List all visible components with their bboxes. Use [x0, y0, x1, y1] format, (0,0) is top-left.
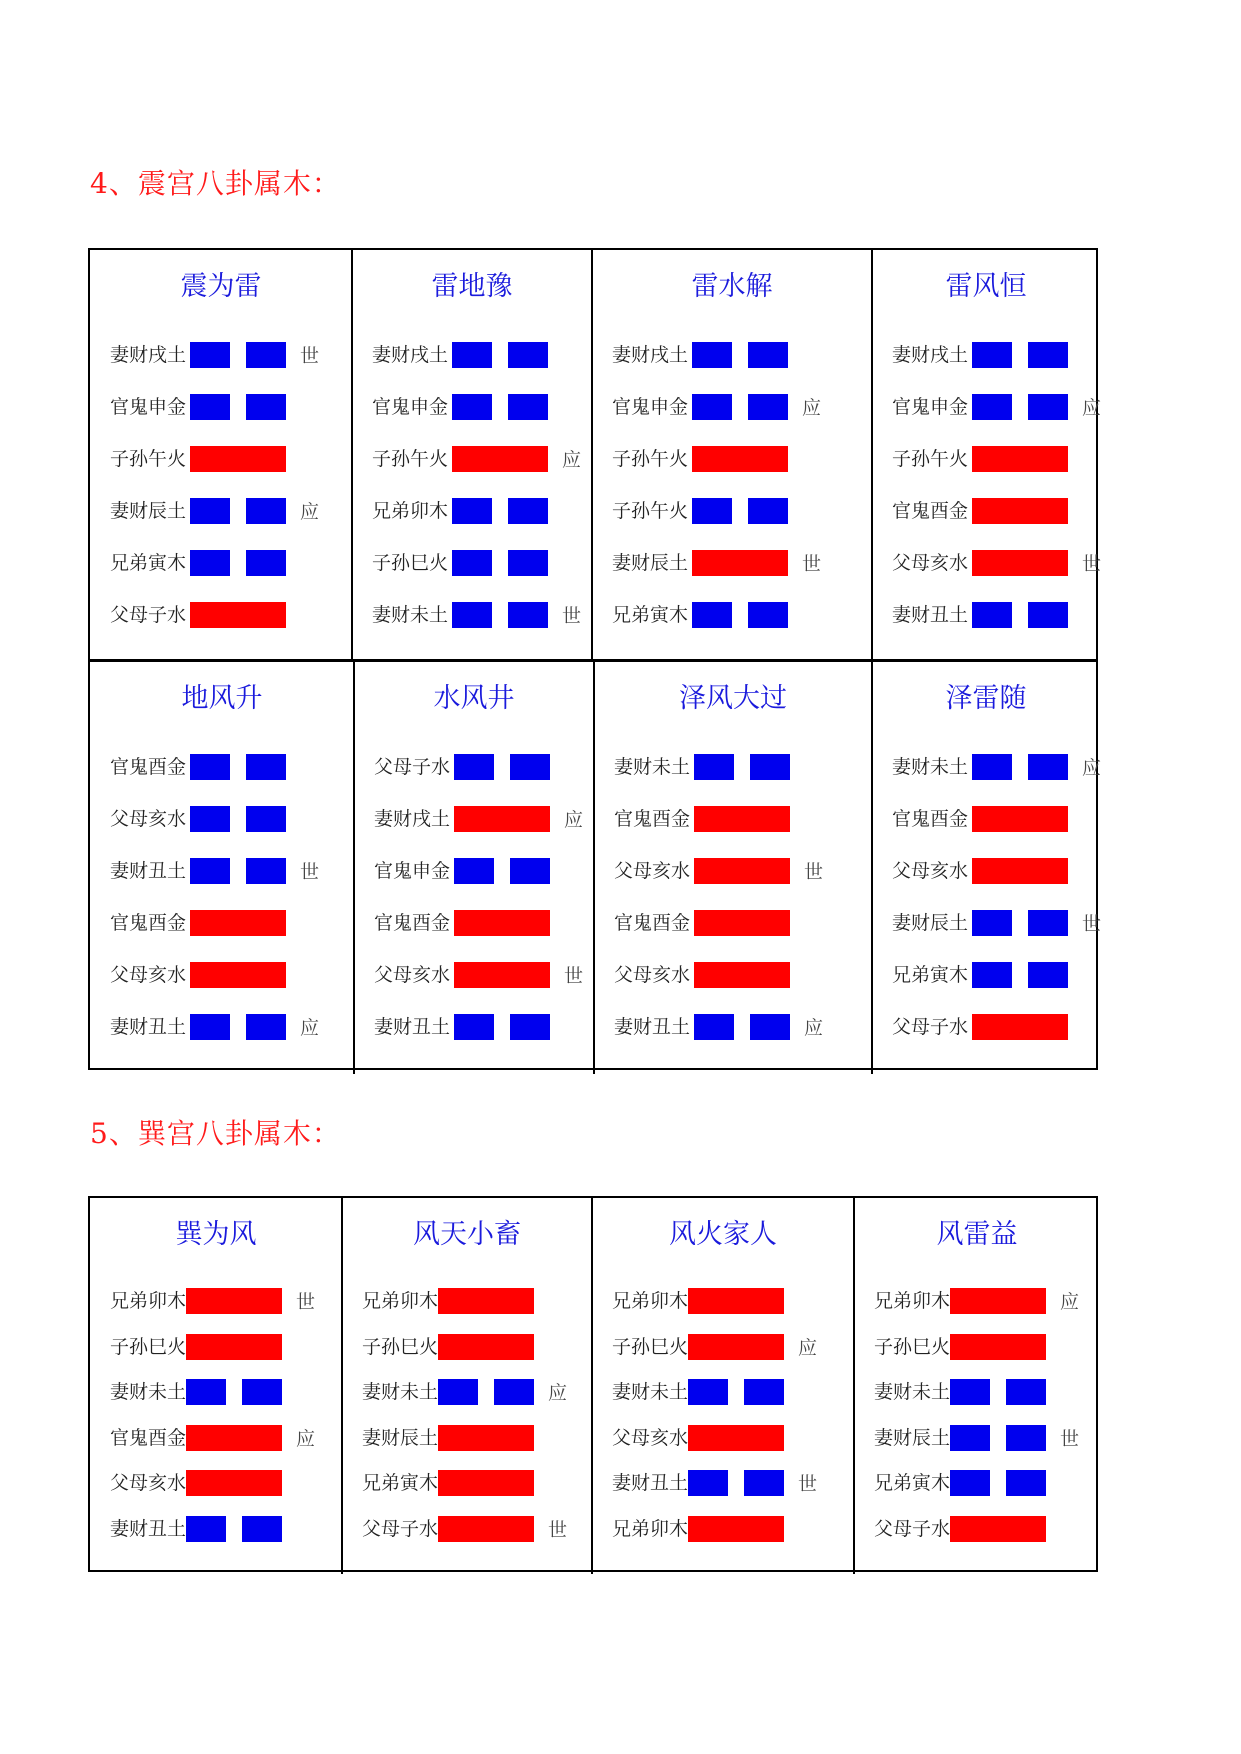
- shi-marker: 世: [1082, 913, 1102, 935]
- line-label: 兄弟寅木: [892, 964, 969, 986]
- shi-marker: 世: [562, 605, 582, 627]
- yin-line-right: [1006, 1470, 1046, 1496]
- line-label: 官鬼酉金: [110, 912, 187, 934]
- hexagram-cell: [90, 250, 352, 662]
- line-label: 子孙午火: [892, 448, 969, 470]
- yang-line: [438, 1516, 534, 1542]
- yang-line: [438, 1425, 534, 1451]
- line-label: 父母亥水: [612, 1426, 689, 1449]
- line-label: 子孙巳火: [372, 552, 449, 574]
- yin-line-right: [1006, 1379, 1046, 1405]
- yin-line-left: [190, 498, 230, 524]
- line-label: 妻财丑土: [374, 1016, 451, 1038]
- yin-line-right: [748, 498, 788, 524]
- yang-line: [186, 1425, 282, 1451]
- yin-line-right: [510, 1014, 550, 1040]
- line-label: 妻财辰土: [362, 1426, 439, 1449]
- line-label: 妻财辰土: [892, 912, 969, 934]
- yang-line: [454, 962, 550, 988]
- line-label: 官鬼申金: [110, 396, 187, 418]
- shi-marker: 世: [296, 1291, 316, 1313]
- line-label: 官鬼酉金: [892, 808, 969, 830]
- shi-marker: 世: [564, 965, 584, 987]
- yin-line-right: [744, 1379, 784, 1405]
- yin-line-right: [508, 498, 548, 524]
- line-label: 兄弟卯木: [612, 1290, 689, 1312]
- yang-line: [190, 910, 286, 936]
- shi-marker: 世: [548, 1518, 568, 1541]
- line-label: 父母亥水: [614, 964, 691, 986]
- yin-line-left: [688, 1470, 728, 1496]
- line-label: 兄弟卯木: [110, 1290, 187, 1312]
- hexagram-cell: [592, 250, 872, 662]
- yin-line-left: [692, 394, 732, 420]
- line-label: 父母子水: [362, 1517, 439, 1540]
- yin-line-left: [438, 1379, 478, 1405]
- hexagram-cell: [594, 662, 872, 1074]
- yin-line-left: [972, 342, 1012, 368]
- ying-marker: 应: [300, 1017, 320, 1039]
- shi-marker: 世: [300, 345, 320, 367]
- yin-line-left: [190, 754, 230, 780]
- yin-line-right: [508, 394, 548, 420]
- ying-marker: 应: [548, 1382, 568, 1404]
- line-label: 父母亥水: [110, 964, 187, 986]
- yin-line-left: [454, 1014, 494, 1040]
- line-label: 妻财丑土: [110, 1016, 187, 1038]
- line-label: 父母亥水: [374, 964, 451, 986]
- yang-line: [972, 446, 1068, 472]
- hexagram-cell: [592, 1198, 854, 1574]
- yin-line-right: [750, 754, 790, 780]
- ying-marker: 应: [804, 1017, 824, 1039]
- line-label: 兄弟寅木: [874, 1472, 951, 1494]
- hexagram-cell: [90, 662, 354, 1074]
- hexagram-name: 风雷益: [936, 1219, 1018, 1250]
- hexagram-name: 泽雷随: [945, 683, 1027, 714]
- line-label: 妻财未土: [892, 756, 969, 778]
- yin-line-left: [452, 342, 492, 368]
- yin-line-left: [190, 342, 230, 368]
- yin-line-right: [246, 1014, 286, 1040]
- yin-line-right: [246, 806, 286, 832]
- yin-line-right: [748, 602, 788, 628]
- yin-line-right: [508, 342, 548, 368]
- yin-line-left: [452, 550, 492, 576]
- yang-line: [688, 1288, 784, 1314]
- shi-marker: 世: [300, 861, 320, 883]
- yang-line: [692, 446, 788, 472]
- yin-line-right: [508, 602, 548, 628]
- line-label: 妻财丑土: [892, 604, 969, 626]
- line-label: 妻财丑土: [612, 1472, 689, 1494]
- yin-line-left: [972, 602, 1012, 628]
- ying-marker: 应: [564, 809, 584, 831]
- line-label: 妻财未土: [372, 604, 449, 626]
- hexagram-name: 风火家人: [669, 1219, 777, 1250]
- hexagram-name: 风天小畜: [413, 1219, 521, 1250]
- yin-line-right: [1028, 754, 1068, 780]
- yang-line: [438, 1470, 534, 1496]
- yin-line-right: [744, 1470, 784, 1496]
- line-label: 父母子水: [874, 1517, 951, 1540]
- yang-line: [452, 446, 548, 472]
- line-label: 兄弟卯木: [372, 500, 449, 522]
- line-label: 妻财未土: [614, 756, 691, 778]
- yin-line-left: [190, 550, 230, 576]
- yin-line-left: [692, 602, 732, 628]
- line-label: 官鬼申金: [372, 396, 449, 418]
- yang-line: [950, 1288, 1046, 1314]
- yin-line-left: [454, 754, 494, 780]
- line-label: 官鬼申金: [374, 860, 451, 882]
- hexagram-name: 震为雷: [180, 271, 262, 302]
- yin-line-left: [972, 754, 1012, 780]
- yang-line: [694, 962, 790, 988]
- yin-line-right: [242, 1516, 282, 1542]
- yin-line-left: [452, 498, 492, 524]
- yang-line: [438, 1288, 534, 1314]
- line-label: 妻财辰土: [110, 500, 187, 522]
- yin-line-right: [1028, 394, 1068, 420]
- yang-line: [972, 1014, 1068, 1040]
- yin-line-left: [190, 1014, 230, 1040]
- yin-line-right: [1028, 910, 1068, 936]
- yang-line: [694, 858, 790, 884]
- yin-line-left: [972, 394, 1012, 420]
- yang-line: [694, 806, 790, 832]
- yang-line: [688, 1425, 784, 1451]
- section-heading: 5、巽宫八卦属木：: [90, 1117, 341, 1150]
- yin-line-right: [1028, 962, 1068, 988]
- hexagram-name: 雷水解: [691, 271, 773, 302]
- line-label: 子孙巳火: [874, 1335, 951, 1358]
- hexagram-name: 雷风恒: [945, 271, 1027, 302]
- line-label: 妻财未土: [110, 1381, 187, 1403]
- line-label: 官鬼申金: [892, 396, 969, 418]
- yin-line-right: [1006, 1425, 1046, 1451]
- line-label: 妻财戌土: [892, 344, 969, 366]
- hexagram-cell: [352, 250, 592, 662]
- shi-marker: 世: [798, 1473, 818, 1495]
- yang-line: [190, 962, 286, 988]
- yin-line-right: [750, 1014, 790, 1040]
- yang-line: [972, 806, 1068, 832]
- yin-line-left: [692, 498, 732, 524]
- yin-line-left: [950, 1379, 990, 1405]
- line-label: 子孙午火: [612, 448, 689, 470]
- line-label: 兄弟寅木: [362, 1472, 439, 1494]
- line-label: 妻财辰土: [874, 1426, 951, 1449]
- yin-line-right: [246, 754, 286, 780]
- line-label: 官鬼酉金: [374, 912, 451, 934]
- line-label: 子孙午火: [612, 500, 689, 522]
- yin-line-left: [972, 962, 1012, 988]
- line-label: 妻财丑土: [614, 1016, 691, 1038]
- yang-line: [972, 550, 1068, 576]
- hexagram-cell: [872, 662, 1100, 1074]
- shi-marker: 世: [1082, 553, 1102, 575]
- yin-line-left: [692, 342, 732, 368]
- line-label: 父母亥水: [892, 552, 969, 574]
- section-heading: 4、震宫八卦属木：: [90, 167, 341, 200]
- line-label: 妻财戌土: [110, 344, 187, 366]
- yang-line: [190, 602, 286, 628]
- ying-marker: 应: [1060, 1291, 1080, 1313]
- yin-line-right: [494, 1379, 534, 1405]
- line-label: 官鬼酉金: [614, 912, 691, 934]
- yin-line-left: [186, 1379, 226, 1405]
- line-label: 父母亥水: [110, 1472, 187, 1494]
- yin-line-left: [972, 910, 1012, 936]
- yin-line-right: [748, 394, 788, 420]
- line-label: 子孙午火: [372, 448, 449, 470]
- yin-line-left: [950, 1425, 990, 1451]
- yin-line-left: [452, 602, 492, 628]
- yang-line: [950, 1516, 1046, 1542]
- line-label: 官鬼申金: [612, 396, 689, 418]
- yang-line: [688, 1516, 784, 1542]
- hexagram-table: [88, 248, 1102, 1070]
- line-label: 兄弟卯木: [612, 1517, 689, 1540]
- line-label: 父母子水: [374, 756, 451, 778]
- line-label: 父母子水: [110, 604, 187, 626]
- hexagram-cell: [872, 250, 1100, 662]
- yin-line-right: [748, 342, 788, 368]
- yin-line-right: [246, 858, 286, 884]
- yin-line-left: [186, 1516, 226, 1542]
- shi-marker: 世: [804, 861, 824, 883]
- ying-marker: 应: [296, 1427, 316, 1450]
- line-label: 官鬼酉金: [110, 1426, 187, 1449]
- ying-marker: 应: [802, 397, 822, 419]
- yang-line: [688, 1334, 784, 1360]
- yang-line: [454, 910, 550, 936]
- yin-line-right: [242, 1379, 282, 1405]
- yin-line-right: [246, 342, 286, 368]
- line-label: 妻财戌土: [612, 344, 689, 366]
- yang-line: [950, 1334, 1046, 1360]
- yin-line-right: [1028, 342, 1068, 368]
- yin-line-right: [246, 498, 286, 524]
- yin-line-left: [454, 858, 494, 884]
- yin-line-right: [510, 754, 550, 780]
- line-label: 妻财丑土: [110, 860, 187, 882]
- line-label: 官鬼酉金: [110, 756, 187, 778]
- hexagram-cell: [854, 1198, 1100, 1574]
- line-label: 妻财戌土: [374, 808, 451, 830]
- hexagram-table: [88, 1196, 1098, 1572]
- yin-line-left: [190, 858, 230, 884]
- line-label: 官鬼酉金: [892, 500, 969, 522]
- yang-line: [972, 498, 1068, 524]
- line-label: 子孙巳火: [612, 1335, 689, 1358]
- ying-marker: 应: [1082, 757, 1102, 779]
- hexagram-name: 雷地豫: [431, 271, 513, 302]
- line-label: 父母亥水: [614, 860, 691, 882]
- yin-line-left: [190, 806, 230, 832]
- hexagram-name: 巽为风: [175, 1219, 257, 1250]
- yin-line-right: [246, 550, 286, 576]
- yang-line: [972, 858, 1068, 884]
- yang-line: [438, 1334, 534, 1360]
- hexagram-cell: [342, 1198, 592, 1574]
- line-label: 妻财未土: [362, 1381, 439, 1403]
- line-label: 妻财辰土: [612, 552, 689, 574]
- yin-line-left: [694, 754, 734, 780]
- line-label: 兄弟寅木: [612, 604, 689, 626]
- yang-line: [190, 446, 286, 472]
- yang-line: [692, 550, 788, 576]
- yin-line-left: [452, 394, 492, 420]
- line-label: 父母亥水: [892, 860, 969, 882]
- yang-line: [454, 806, 550, 832]
- line-label: 兄弟寅木: [110, 552, 187, 574]
- line-label: 妻财丑土: [110, 1517, 187, 1540]
- yin-line-left: [190, 394, 230, 420]
- line-label: 妻财未土: [612, 1381, 689, 1403]
- shi-marker: 世: [802, 553, 822, 575]
- shi-marker: 世: [1060, 1427, 1080, 1450]
- yin-line-right: [508, 550, 548, 576]
- line-label: 父母亥水: [110, 808, 187, 830]
- line-label: 父母子水: [892, 1016, 969, 1038]
- ying-marker: 应: [562, 449, 582, 471]
- line-label: 子孙巳火: [362, 1335, 439, 1358]
- yin-line-right: [1028, 602, 1068, 628]
- hexagram-cell: [354, 662, 594, 1074]
- ying-marker: 应: [1082, 397, 1102, 419]
- yin-line-left: [688, 1379, 728, 1405]
- ying-marker: 应: [798, 1336, 818, 1359]
- yin-line-left: [950, 1470, 990, 1496]
- yang-line: [186, 1334, 282, 1360]
- hexagram-name: 泽风大过: [679, 683, 787, 714]
- line-label: 兄弟卯木: [362, 1290, 439, 1312]
- yin-line-right: [510, 858, 550, 884]
- line-label: 妻财戌土: [372, 344, 449, 366]
- yin-line-right: [246, 394, 286, 420]
- yang-line: [694, 910, 790, 936]
- yang-line: [186, 1470, 282, 1496]
- line-label: 妻财未土: [874, 1381, 951, 1403]
- hexagram-cell: [90, 1198, 342, 1574]
- hexagram-name: 地风升: [181, 683, 263, 714]
- yin-line-left: [694, 1014, 734, 1040]
- line-label: 官鬼酉金: [614, 808, 691, 830]
- line-label: 子孙午火: [110, 448, 187, 470]
- yang-line: [186, 1288, 282, 1314]
- line-label: 兄弟卯木: [874, 1290, 951, 1312]
- hexagram-name: 水风井: [433, 683, 515, 714]
- ying-marker: 应: [300, 501, 320, 523]
- line-label: 子孙巳火: [110, 1335, 187, 1358]
